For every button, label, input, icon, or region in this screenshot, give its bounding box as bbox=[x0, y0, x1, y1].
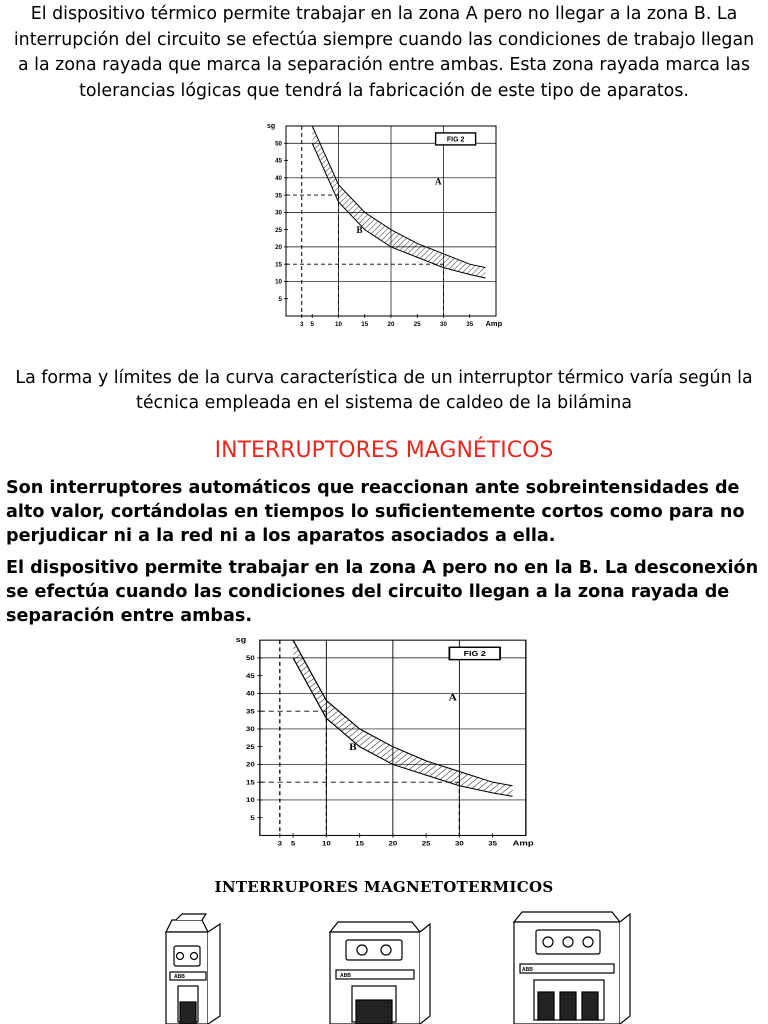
zone-a-label: A bbox=[435, 176, 442, 187]
fig-label: FIG 2 bbox=[463, 649, 486, 658]
breaker-3-pole-icon bbox=[508, 906, 634, 1024]
x-tick-label: 15 bbox=[361, 321, 369, 328]
y-tick-label: 50 bbox=[275, 140, 282, 148]
x-tick-label: 35 bbox=[488, 840, 497, 848]
y-tick-label: 30 bbox=[246, 725, 255, 733]
y-unit-label: sg bbox=[267, 123, 276, 130]
time-current-chart-thermal bbox=[264, 120, 504, 336]
y-tick-label: 35 bbox=[246, 708, 255, 716]
x-tick-label: 3 bbox=[300, 321, 304, 328]
section-heading: INTERRUPTORES MAGNÉTICOS bbox=[214, 438, 554, 463]
svg-text:ABB: ABB bbox=[522, 967, 533, 973]
x-tick-label: 5 bbox=[290, 840, 296, 848]
x-tick-label: 30 bbox=[454, 840, 464, 848]
x-tick-label: 3 bbox=[277, 840, 283, 848]
y-tick-label: 45 bbox=[275, 157, 282, 165]
breakers-title: INTERRUPORES MAGNETOTERMICOS bbox=[214, 878, 554, 896]
y-tick-label: 25 bbox=[275, 226, 282, 234]
y-tick-label: 15 bbox=[246, 779, 255, 787]
y-tick-label: 20 bbox=[246, 761, 255, 769]
time-current-chart-magnetic bbox=[232, 634, 536, 856]
y-tick-label: 20 bbox=[275, 244, 282, 252]
y-tick-label: 50 bbox=[246, 654, 255, 662]
intro-paragraph: El dispositivo térmico permite trabajar en la zona A pero no llegar a la zona B. La interrupción del circuito se efectúa siempre cuando las condiciones de trabajo llegan a la zona rayada que marca la separación entre ambas. Esta zona rayada marca las tolerancias lógicas que tendrá la fabricación de este tipo de aparatos. bbox=[13, 4, 755, 101]
y-tick-label: 10 bbox=[246, 796, 255, 804]
x-unit-label: Amp bbox=[485, 319, 503, 328]
fig-label: FIG 2 bbox=[446, 136, 465, 144]
breaker-1-pole-icon bbox=[156, 912, 246, 1024]
zone-b-label: B bbox=[349, 743, 357, 753]
magnetic-definition-paragraph: Son interruptores automáticos que reaccionan ante sobreintensidades de alto valor, cortándolas en tiempos lo suficientemente cortos como para no perjudicar ni a la red ni a los aparatos asociados a ella. bbox=[6, 478, 745, 546]
y-tick-label: 5 bbox=[278, 295, 282, 303]
y-unit-label: sg bbox=[235, 635, 247, 645]
zone-a-label: A bbox=[448, 693, 457, 704]
y-tick-label: 10 bbox=[275, 278, 282, 286]
zone-b-label: B bbox=[356, 225, 363, 236]
x-unit-label: Amp bbox=[512, 838, 534, 848]
x-tick-label: 15 bbox=[355, 840, 364, 848]
y-tick-label: 25 bbox=[246, 743, 255, 751]
svg-text:ABB: ABB bbox=[174, 974, 185, 980]
x-tick-label: 20 bbox=[387, 321, 395, 328]
curve-note-paragraph: La forma y límites de la curva característica de un interruptor térmico varía según la técnica empleada en el sistema de caldeo de la bilámina bbox=[15, 368, 753, 413]
x-tick-label: 30 bbox=[440, 321, 447, 328]
svg-text:ABB: ABB bbox=[340, 973, 351, 979]
x-tick-label: 10 bbox=[335, 321, 342, 328]
y-tick-label: 40 bbox=[275, 175, 282, 183]
x-tick-label: 25 bbox=[413, 321, 421, 328]
y-tick-label: 35 bbox=[275, 192, 282, 200]
y-tick-label: 15 bbox=[275, 261, 282, 269]
y-tick-label: 45 bbox=[246, 672, 255, 680]
x-tick-label: 35 bbox=[466, 321, 474, 328]
breaker-2-pole-icon bbox=[320, 912, 440, 1024]
x-tick-label: 5 bbox=[310, 321, 314, 328]
x-tick-label: 20 bbox=[388, 840, 398, 848]
y-tick-label: 5 bbox=[250, 814, 255, 822]
x-tick-label: 25 bbox=[421, 840, 431, 848]
y-tick-label: 30 bbox=[275, 209, 282, 217]
y-tick-label: 40 bbox=[246, 690, 255, 698]
magnetic-zones-paragraph: El dispositivo permite trabajar en la zona A pero no en la B. La desconexión se efectúa cuando las condiciones del circuito llegan a la zona rayada de separación entre ambas. bbox=[6, 558, 759, 626]
x-tick-label: 10 bbox=[321, 840, 331, 848]
